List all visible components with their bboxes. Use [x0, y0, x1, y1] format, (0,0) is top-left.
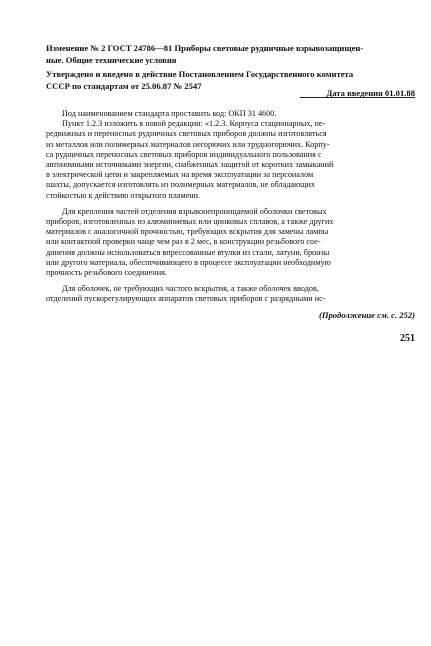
body-line: Для оболочек, не требующих частого вскрытия, а также оболочек вводов, [62, 284, 319, 294]
continued-note: (Продолжение см. с. 252) [318, 310, 415, 320]
body-line: в электрической цепи и закрепляемых на время эксплуатации за персоналом [46, 170, 314, 180]
body-line: или контактной проверки чаще чем раз в 2 мес, в конструкции резьбового сое- [46, 237, 321, 247]
body-text [46, 109, 416, 305]
amendment-title-line-2: ные. Общие технические условия [46, 55, 177, 65]
date-underline [300, 97, 415, 98]
approval-line-2: СССР по стандартам от 25.06.87 № 2547 [46, 81, 202, 91]
body-line: Для крепления частей отделения взрывонепроницаемой оболочки световых [62, 206, 327, 216]
body-line: шахты, допускается изготовлять из полимерных материалов, не обладающих [46, 180, 315, 190]
body-line: материалов с аналогичной прочностью, требующих вскрытия для замены лампы [46, 227, 329, 237]
body-line: Под наименованием стандарта проставить код: ОКП 31 4600. [62, 109, 277, 118]
body-line: отделений пускорегулирующих аппаратов световых приборов с разрядными ис- [46, 294, 326, 304]
body-line: автономными источниками энергии, снабженных защитой от коротких замыканий [46, 160, 334, 170]
body-line: из металлов или полимерных материалов негорючих или трудногорючих. Корпу- [46, 139, 330, 149]
page-number: 251 [400, 333, 415, 344]
body-line: приборов, изготовленных из алюминиевых или цинковых сплавов, а также других [46, 217, 334, 227]
body-line: или другого материала, обеспечивающего в процессе эксплуатации необходимую [46, 257, 331, 267]
body-line: редвижных и переносных рудничных световых приборов должны изготовляться [46, 129, 327, 139]
body-line: стойкостью к действию открытого пламени. [46, 190, 201, 200]
amendment-title-line-1: Изменение № 2 ГОСТ 24786—81 Приборы световые рудничные взрывозащищен- [46, 43, 364, 53]
body-line: Пункт 1.2.3 изложить в новой редакции: «1.2.3. Корпуса стационарных, пе- [62, 119, 326, 129]
body-line: прочность резьбового соединения. [46, 268, 167, 278]
body-line: са рудничных переносных световых приборов индивидуального пользования с [46, 149, 322, 159]
amendment-title [46, 42, 414, 66]
approval-line-1: Утверждено и введено в действие Постановлением Государственного комитета [46, 69, 354, 79]
body-line: динения должны использоваться впрессованные втулки из стали, латуни, бронзы [46, 247, 330, 257]
effective-date: Дата введения 01.01.88 [326, 88, 415, 98]
